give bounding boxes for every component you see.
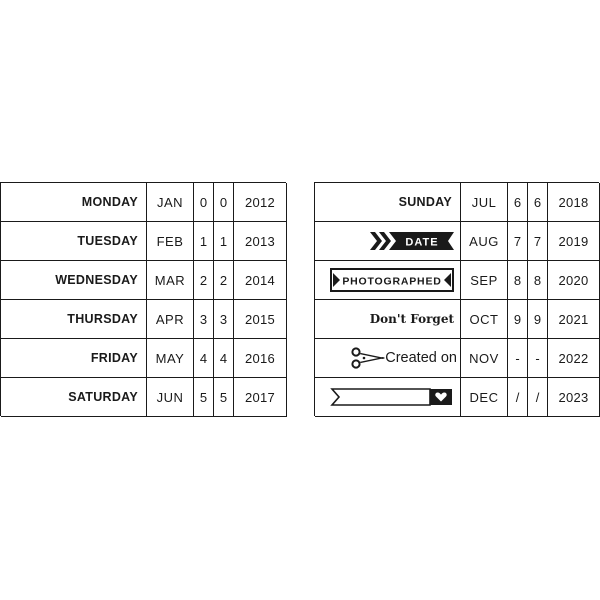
heart-flag-banner-stamp (315, 378, 461, 417)
digit-stamp: 3 (194, 300, 214, 339)
digit-stamp: 5 (194, 378, 214, 417)
day-stamp: SUNDAY (315, 183, 461, 222)
digit-stamp: / (508, 378, 528, 417)
month-stamp: JUN (147, 378, 194, 417)
digit-stamp: - (528, 339, 548, 378)
month-stamp: MAY (147, 339, 194, 378)
date-banner-stamp (315, 222, 461, 261)
day-stamp: TUESDAY (1, 222, 147, 261)
month-stamp: FEB (147, 222, 194, 261)
month-stamp: JUL (461, 183, 508, 222)
year-stamp: 2017 (234, 378, 287, 417)
day-stamp: THURSDAY (1, 300, 147, 339)
digit-stamp: 9 (508, 300, 528, 339)
created-on-label: Created on (385, 350, 457, 366)
digit-stamp: 6 (528, 183, 548, 222)
digit-stamp: 2 (214, 261, 234, 300)
stamp-set-left (0, 182, 286, 416)
photographed-banner-icon (330, 267, 454, 293)
month-stamp: OCT (461, 300, 508, 339)
stamp-set-right (314, 182, 599, 416)
year-stamp: 2021 (548, 300, 600, 339)
month-stamp: JAN (147, 183, 194, 222)
month-stamp: DEC (461, 378, 508, 417)
year-stamp: 2020 (548, 261, 600, 300)
day-stamp: WEDNESDAY (1, 261, 147, 300)
year-stamp: 2013 (234, 222, 287, 261)
digit-stamp: 2 (194, 261, 214, 300)
digit-stamp: 6 (508, 183, 528, 222)
month-stamp: MAR (147, 261, 194, 300)
digit-stamp: 8 (528, 261, 548, 300)
digit-stamp: 3 (214, 300, 234, 339)
scissors-icon (351, 347, 385, 369)
digit-stamp: 0 (194, 183, 214, 222)
digit-stamp: 5 (214, 378, 234, 417)
year-stamp: 2018 (548, 183, 600, 222)
year-stamp: 2015 (234, 300, 287, 339)
day-stamp: FRIDAY (1, 339, 147, 378)
digit-stamp: 1 (194, 222, 214, 261)
dont-forget-stamp: Don't Forget (315, 300, 461, 339)
digit-stamp: 0 (214, 183, 234, 222)
digit-stamp: 7 (528, 222, 548, 261)
day-stamp: MONDAY (1, 183, 147, 222)
created-on-stamp (315, 339, 461, 378)
photographed-banner-stamp (315, 261, 461, 300)
day-stamp: SATURDAY (1, 378, 147, 417)
date-banner-icon (370, 230, 454, 252)
heart-flag-banner-icon (330, 386, 454, 408)
month-stamp: APR (147, 300, 194, 339)
digit-stamp: 8 (508, 261, 528, 300)
digit-stamp: 7 (508, 222, 528, 261)
digit-stamp: 4 (194, 339, 214, 378)
month-stamp: SEP (461, 261, 508, 300)
year-stamp: 2016 (234, 339, 287, 378)
year-stamp: 2023 (548, 378, 600, 417)
digit-stamp: - (508, 339, 528, 378)
year-stamp: 2012 (234, 183, 287, 222)
digit-stamp: 1 (214, 222, 234, 261)
digit-stamp: 9 (528, 300, 548, 339)
year-stamp: 2019 (548, 222, 600, 261)
photographed-banner-label: PHOTOGRAPHED (342, 275, 442, 288)
month-stamp: NOV (461, 339, 508, 378)
year-stamp: 2014 (234, 261, 287, 300)
year-stamp: 2022 (548, 339, 600, 378)
month-stamp: AUG (461, 222, 508, 261)
digit-stamp: 4 (214, 339, 234, 378)
date-banner-label: DATE (405, 236, 439, 249)
digit-stamp: / (528, 378, 548, 417)
